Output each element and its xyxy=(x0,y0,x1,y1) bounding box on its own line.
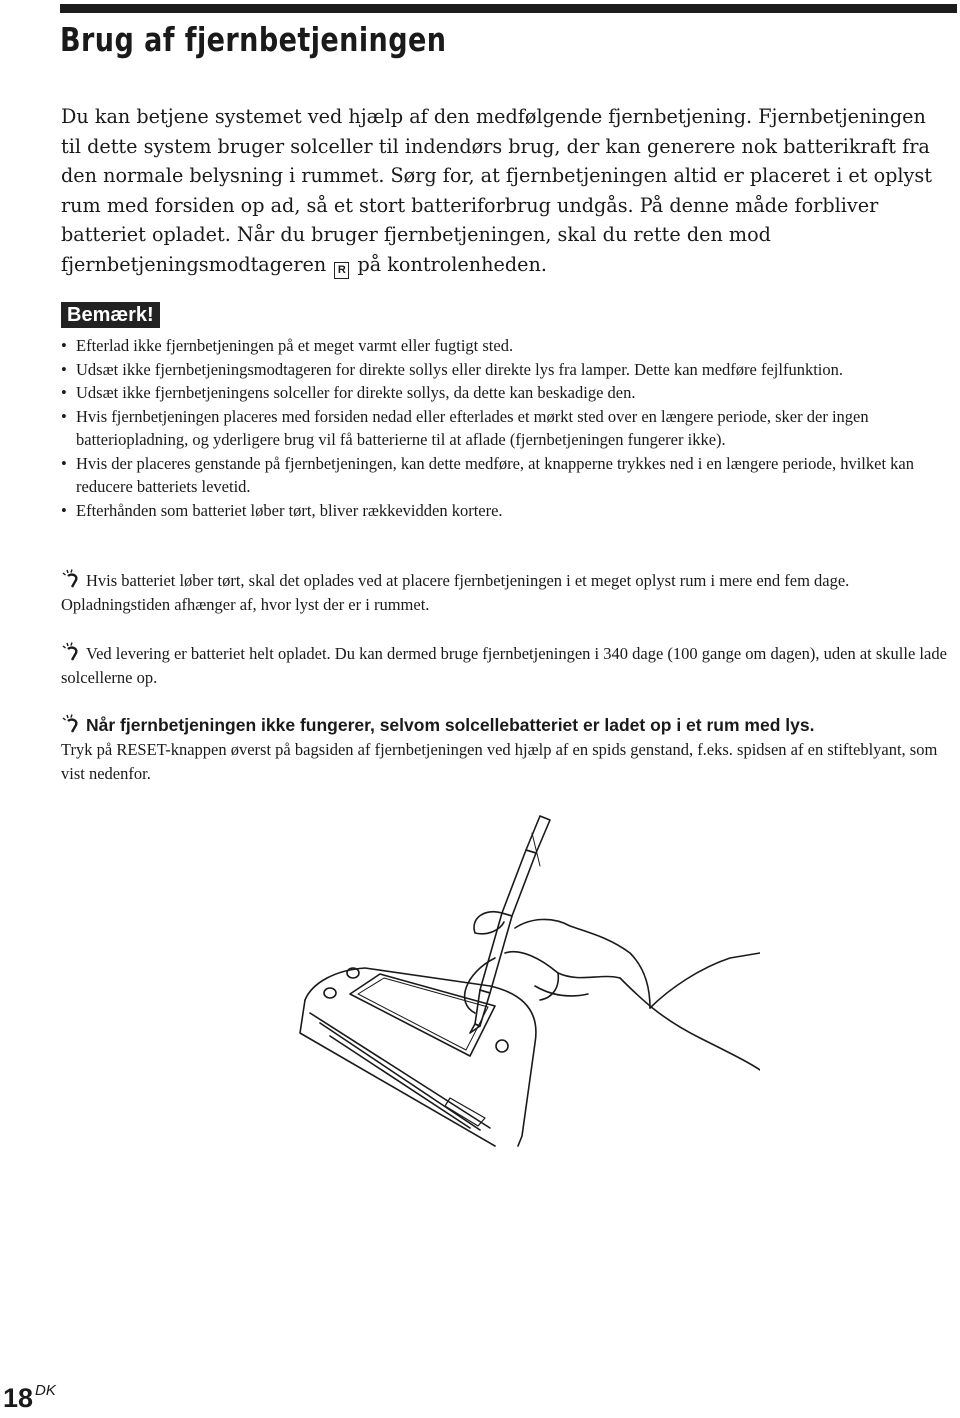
header-rule xyxy=(60,4,957,13)
bullet-icon: • xyxy=(61,453,67,473)
notes-list xyxy=(61,334,941,522)
bullet-icon: • xyxy=(61,383,67,402)
list-item: • Udsæt ikke fjernbetjeningens solceller for direkte sollys, da dette kan beskadige den. xyxy=(61,381,941,405)
list-item: • Efterlad ikke fjernbetjeningen på et meget varmt eller fugtigt sted. xyxy=(61,334,941,358)
list-item: • Efterhånden som batteriet løber tørt, bliver rækkevidden kortere. xyxy=(61,499,941,523)
lightbulb-tip-icon xyxy=(61,569,83,589)
list-item: • Udsæt ikke fjernbetjeningsmodtageren for direkte sollys eller direkte lys fra lamper. Dette kan medføre fejlfunktion. xyxy=(61,358,941,382)
solar-panel xyxy=(350,974,495,1056)
intro-text-2: på kontrolenheden. xyxy=(351,252,547,276)
intro-text-1: Du kan betjene systemet ved hjælp af den medfølgende fjernbetjening. Fjernbetjeningen til dette system bruger solceller til indendørs brug, der kan generere nok batterikraft fra den normale belysning i rummet. Sørg for, at fjernbetjeningen altid er placeret i et oplyst rum med forsiden op ad, så et stort batteriforbrug undgås. På denne måde forbliver batteriet opladet. Når du bruger fjernbetjeningen, skal du rette den mod fjernbetjeningsmodtageren xyxy=(61,105,932,276)
tip-3-text: Tryk på RESET-knappen øverst på bagsiden af fjernbetjeningen ved hjælp af en spids genstand, f.eks. spidsen af en stifteblyant, som vist nedenfor. xyxy=(61,740,938,783)
tip-3-heading: Når fjernbetjeningen ikke fungerer, selvom solcellebatteriet er ladet op i et rum med lys. xyxy=(86,715,815,735)
page-language-suffix: DK xyxy=(35,1382,56,1399)
bullet-icon: • xyxy=(61,336,67,355)
list-item: • Hvis fjernbetjeningen placeres med forsiden nedad eller efterlades et mørkt sted over en længere periode, sker der ingen batteriopladning, og yderligere brug vil få batterierne til at aflade (fjernbetjeningen fungerer ikke). xyxy=(61,406,869,449)
list-item: • Hvis der placeres genstande på fjernbetjeningen, kan dette medføre, at knapperne trykkes ned i en længere periode, hvilket kan reducere batteriets levetid. xyxy=(61,453,914,496)
pencil xyxy=(526,816,550,853)
lightbulb-tip-icon xyxy=(61,642,83,662)
bullet-icon: • xyxy=(61,359,67,379)
intro-paragraph xyxy=(61,102,951,280)
tip-2 xyxy=(61,642,951,690)
tip-1-text: Hvis batteriet løber tørt, skal det oplades ved at placere fjernbetjeningen i et meget oplyst rum i mere end fem dage. Opladningstiden afhænger af, hvor lyst der er i rummet. xyxy=(61,571,850,614)
remote-sensor-icon: R xyxy=(334,262,349,279)
page-number: 18 $^{DK}$ xyxy=(3,1382,56,1413)
tip-3 xyxy=(61,713,951,786)
note-label: Bemærk! xyxy=(61,302,160,328)
tip-2-text: Ved levering er batteriet helt opladet. Du kan dermed bruge fjernbetjeningen i 340 dage (100 gange om dagen), uden at skulle lade solcellerne op. xyxy=(61,644,947,687)
remote-knob xyxy=(324,988,336,998)
tip-1 xyxy=(61,569,951,617)
bullet-icon: • xyxy=(61,500,67,520)
reset-hole xyxy=(496,1040,508,1052)
page-title: Brug af fjernbetjeningen xyxy=(60,20,447,59)
remote-control-body xyxy=(305,968,536,1146)
bullet-icon: • xyxy=(61,406,67,426)
lightbulb-tip-icon xyxy=(61,714,83,734)
reset-illustration xyxy=(290,808,760,1148)
